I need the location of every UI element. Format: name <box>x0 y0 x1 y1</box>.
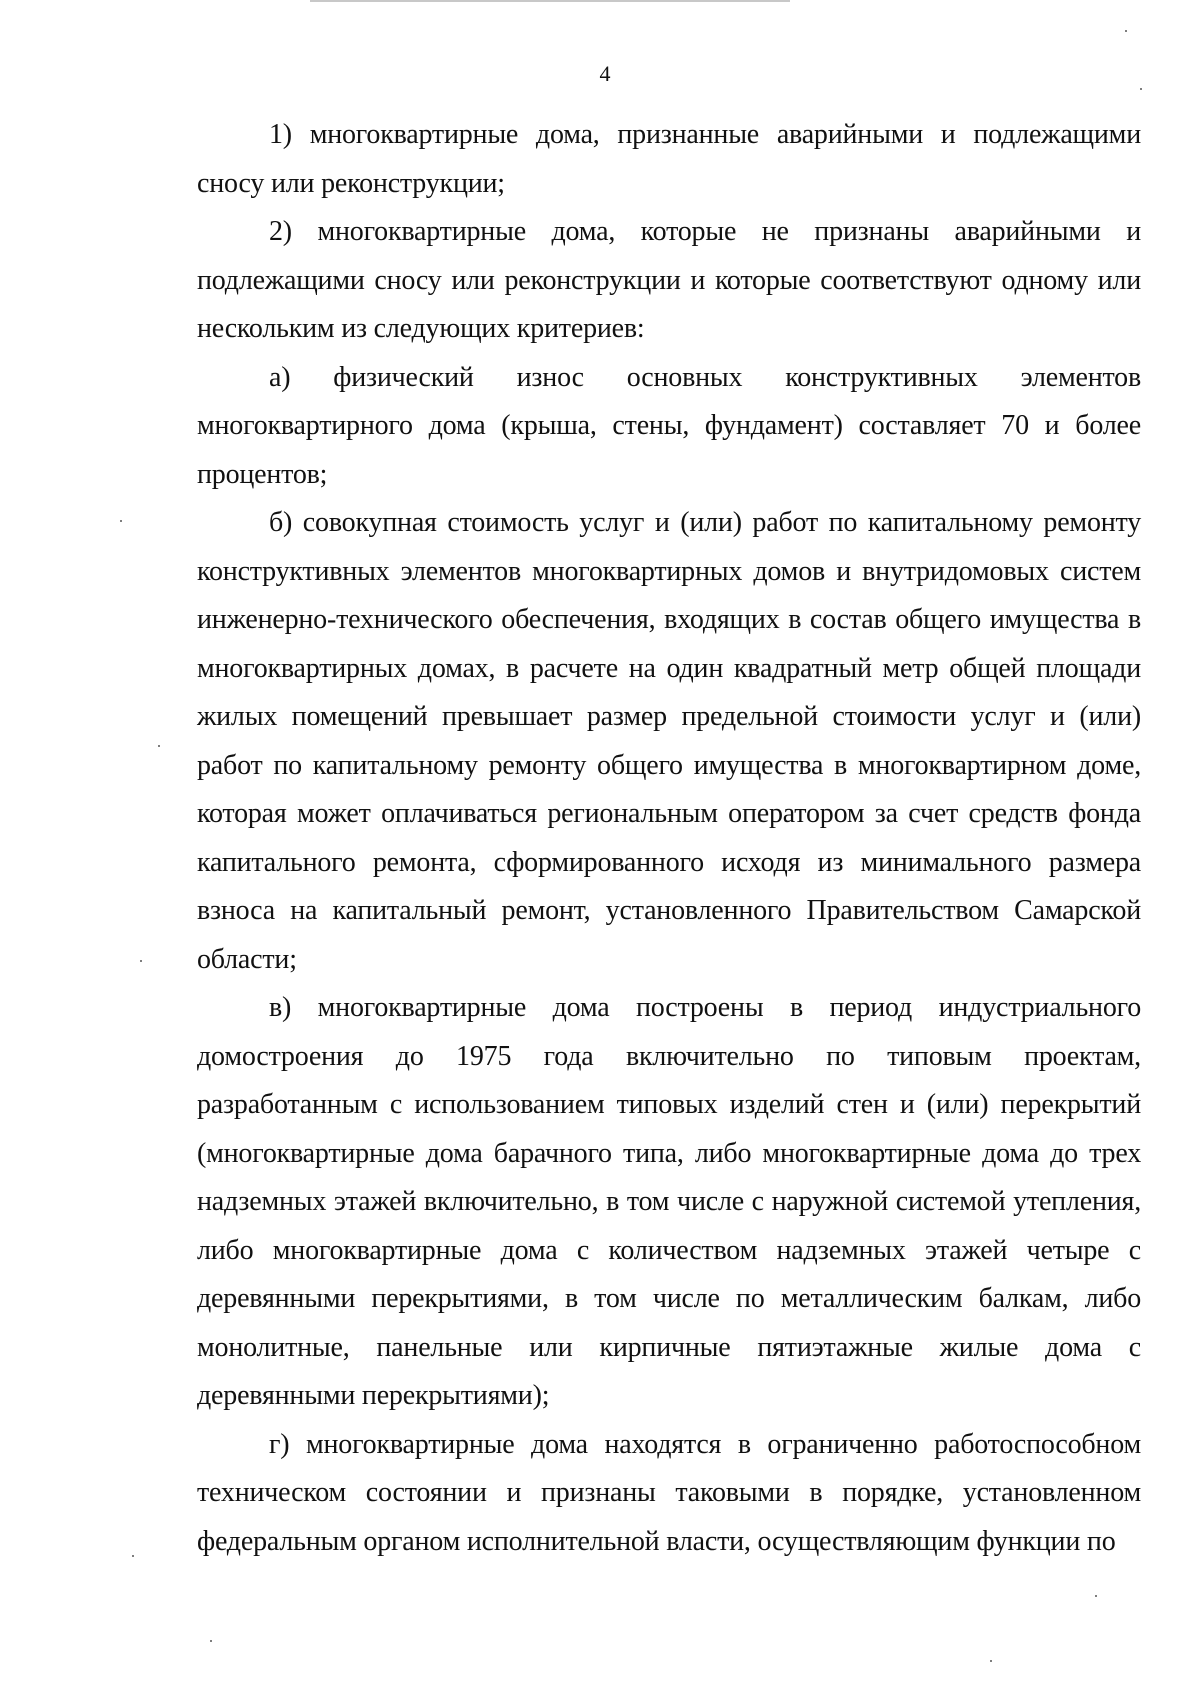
scan-speck <box>210 1640 212 1642</box>
scan-speck <box>990 1660 992 1662</box>
page-number: 4 <box>599 61 611 86</box>
scan-speck <box>140 960 142 962</box>
scan-speck <box>132 1555 134 1557</box>
paragraph-subitem-b: б) совокупная стоимость услуг и (или) работ по капитальному ремонту конструктивных элементов многоквартирных домов и внутридомовых систем инженерно-технического обеспечения, входящих в состав общего имущества в многоквартирных домах, в расчете на один квадратный метр общей площади жилых помещений превышает размер предельной стоимости услуг и (или) работ по капитальному ремонту общего имущества в многоквартирном доме, которая может оплачиваться региональным оператором за счет средств фонда капитального ремонта, сформированного исходя из минимального размера взноса на капитальный ремонт, установленного Правительством Самарской области; <box>197 507 1141 975</box>
document-body <box>197 111 1141 1566</box>
paragraph-subitem-v: в) многоквартирные дома построены в период индустриального домостроения до 1975 года включительно по типовым проектам, разработанным с использованием типовых изделий стен и (или) перекрытий (многоквартирные дома барачного типа, либо многоквартирные дома до трех надземных этажей включительно, в том числе с наружной системой утепления, либо многоквартирные дома с количеством надземных этажей четыре с деревянными перекрытиями, в том числе по металлическим балкам, либо монолитные, панельные или кирпичные пятиэтажные жилые дома с деревянными перекрытиями); <box>197 992 1141 1411</box>
paragraph-subitem-a: а) физический износ основных конструктивных элементов многоквартирного дома (крыша, стены, фундамент) составляет 70 и более процентов; <box>197 361 1141 490</box>
scan-speck <box>120 520 122 522</box>
scan-speck <box>1125 30 1127 32</box>
scan-speck <box>158 745 160 747</box>
scan-speck <box>1140 88 1142 90</box>
paragraph-item-2: 2) многоквартирные дома, которые не признаны аварийными и подлежащими сносу или реконструкции и которые соответствуют одному или нескольким из следующих критериев: <box>197 216 1141 344</box>
scan-speck <box>1095 1595 1097 1597</box>
paragraph-subitem-g: г) многоквартирные дома находятся в ограниченно работоспособном техническом состоянии и признаны таковыми в порядке, установленном федеральным органом исполнительной власти, осуществляющим функции по <box>197 1428 1141 1557</box>
paragraph-item-1: 1) многоквартирные дома, признанные аварийными и подлежащими сносу или реконструкции; <box>197 119 1141 199</box>
scan-top-edge <box>310 0 790 2</box>
